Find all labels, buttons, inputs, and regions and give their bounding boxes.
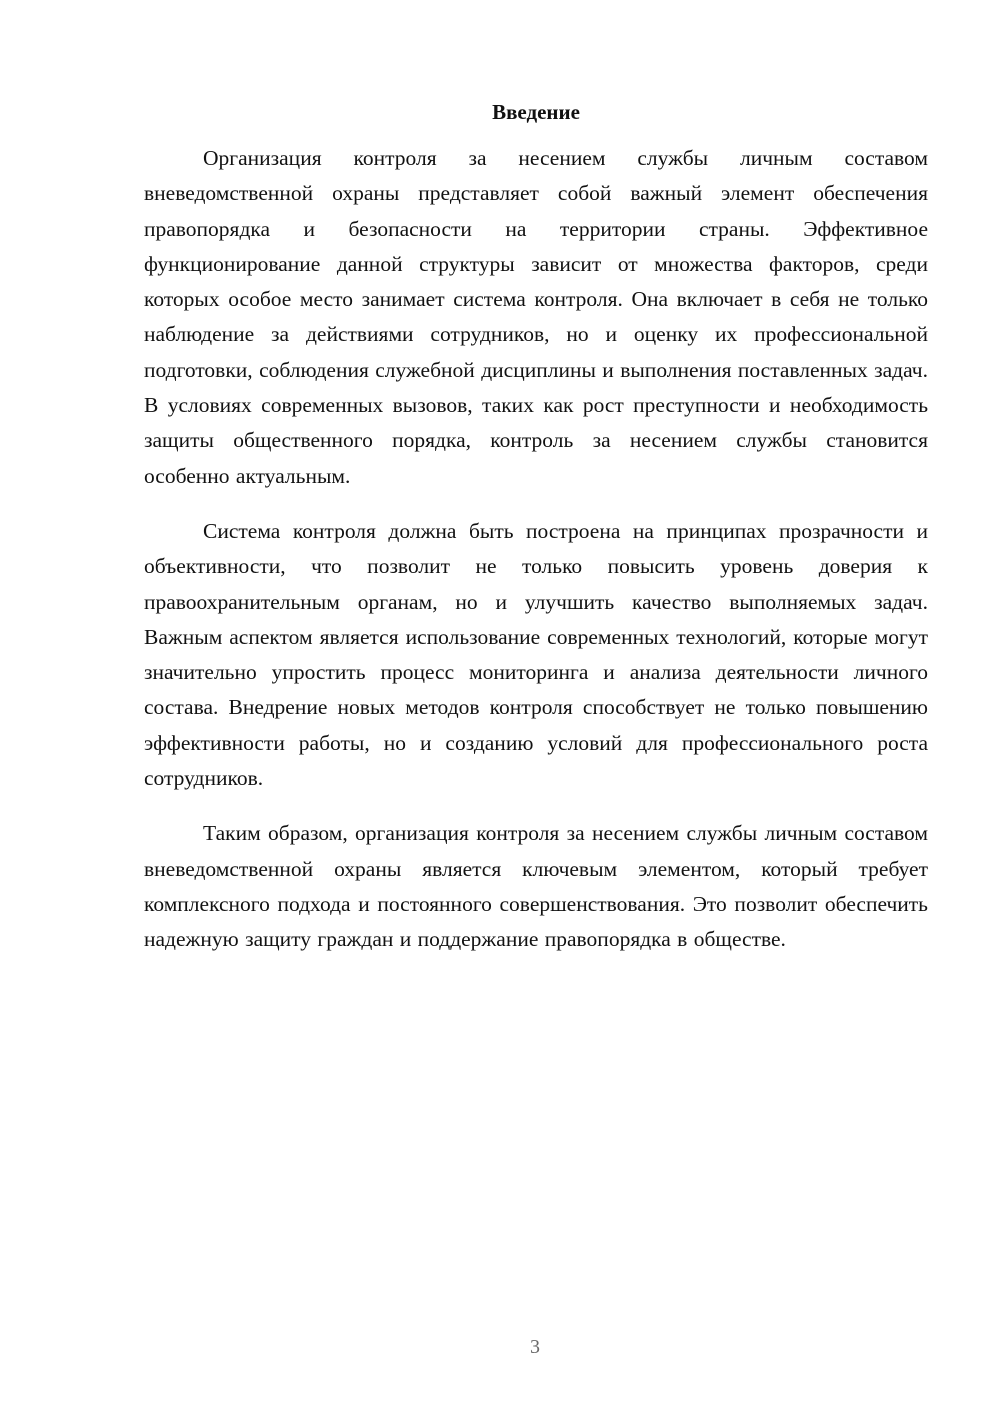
paragraph-3: Таким образом, организация контроля за несением службы личным составом вневедомственной охраны является ключевым элементом, который требует комплексного подхода и постоянного совершенствования. Это позволит обеспечить надежную защиту граждан и поддержание правопорядка в обществе.: [144, 821, 928, 952]
page-content: [144, 96, 928, 958]
paragraph-1: Организация контроля за несением службы личным составом вневедомственной охраны представляет собой важный элемент обеспечения правопорядка и безопасности на территории страны. Эффективное функционирование данной структуры зависит от множества факторов, среди которых особое место занимает система контроля. Она включает в себя не только наблюдение за действиями сотрудников, но и оценку их профессиональной подготовки, соблюдения служебной дисциплины и выполнения поставленных задач. В условиях современных вызовов, таких как рост преступности и необходимость защиты общественного порядка, контроль за несением службы становится особенно актуальным.: [144, 146, 928, 488]
section-heading: Введение: [492, 100, 580, 124]
page-number: 3: [530, 1336, 540, 1358]
paragraph-2: Система контроля должна быть построена на принципах прозрачности и объективности, что позволит не только повысить уровень доверия к правоохранительным органам, но и улучшить качество выполняемых задач. Важным аспектом является использование современных технологий, которые могут значительно упростить процесс мониторинга и анализа деятельности личного состава. Внедрение новых методов контроля способствует не только повышению эффективности работы, но и созданию условий для профессионального роста сотрудников.: [144, 518, 928, 791]
